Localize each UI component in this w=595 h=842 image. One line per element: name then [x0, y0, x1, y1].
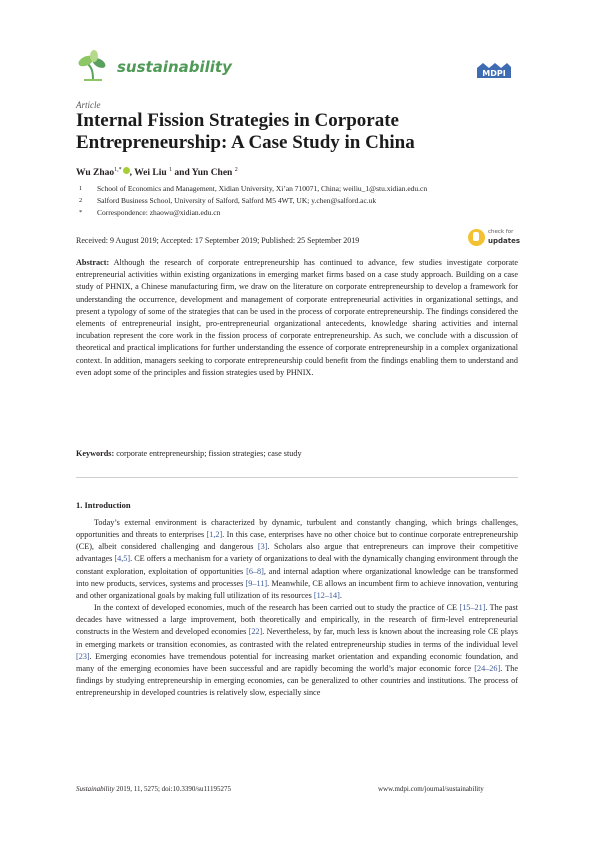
journal-name: sustainability	[117, 58, 232, 76]
footer-doi: 2019, 11, 5275; doi:10.3390/su11195275	[114, 785, 231, 793]
check-updates-icon	[468, 229, 485, 246]
keywords	[76, 448, 518, 460]
affiliation-item: 1 School of Economics and Management, Xidian University, Xi’an 710071, China; weiliu_1@stu.xidian.edu.cn	[79, 184, 428, 193]
author-affiliation-mark: 1	[169, 167, 173, 173]
author-name: Wei Liu	[134, 168, 167, 179]
citation-link[interactable]: [15–21]	[459, 603, 486, 613]
mdpi-logo	[473, 60, 515, 82]
citation-link[interactable]: [22]	[248, 627, 263, 637]
author-name: Wu Zhao	[76, 168, 115, 179]
author-affiliation-mark: 2	[234, 167, 238, 173]
sustainability-leaf-logo-icon	[76, 50, 110, 84]
section-divider	[76, 477, 518, 478]
footer-journal: Sustainability	[76, 785, 115, 793]
abstract-label: Abstract:	[76, 258, 110, 267]
section-heading: 1. Introduction	[76, 500, 131, 510]
affiliation-item: 2 Salford Business School, University of Salford, Salford M5 4WT, UK; y.chen@salford.ac.uk	[79, 196, 377, 205]
citation-link[interactable]: [12–14]	[313, 590, 340, 600]
keywords-label: Keywords:	[76, 449, 115, 458]
author-list	[76, 167, 238, 178]
citation-link[interactable]: [1,2]	[206, 530, 223, 540]
check-for-updates-badge[interactable]: check for updates	[468, 227, 528, 249]
citation-link[interactable]: [9–11]	[245, 578, 268, 588]
citation-link[interactable]: [23]	[76, 651, 90, 661]
author-separator: ,	[129, 168, 135, 179]
abstract-text: Although the research of corporate entrepreneurship has continued to advance, few studies investigate corporate entrepreneurial activities within existing organizations in emerging market firms based on a case study approach. Building on a case study of PHNIX, a Chinese manufacturing firm, we draw on the literature on corporate entrepreneurship to develop a framework for understanding the occurrence, development and management of corporate entrepreneurial activities in organizational settings, and present a typology of some of the strategies that can be used in the process of corporate entrepreneurship. The findings considered the elements of entrepreneurial insight, pro-entrepreneurial organizational antecedents, knowledge sharing activities and internal incubation represent the core work in the fission process of corporate entrepreneurship. As such, we conclude with a discussion of theoretical and practical implications for further understanding the essence of corporate entrepreneurship in a complex organizational context. In addition, managers seeking to corporate entrepreneurship could benefit from the findings enabling them to understand and even adopt some of the principles and fission strategies used by PHNIX.	[76, 258, 518, 377]
footer-citation	[76, 785, 231, 793]
author-separator: and	[172, 168, 192, 179]
keywords-text: corporate entrepreneurship; fission strategies; case study	[114, 449, 302, 458]
affiliation-item: * Correspondence: zhaowu@xidian.edu.cn	[79, 208, 221, 217]
paragraph: In the context of developed economies, much of the research has been carried out to study the practice of CE [15–21]. The past decades have witnessed a large improvement, both theoretically and empirically, in the research of firm-level entrepreneurial constructs in the Western and developed economies [22]. Nevertheless, by far, much less is known about the increasing role CE plays in emerging markets or transition economies, as contrasted with the related entrepreneurship studies in terms of the individual level [23]. Emerging economies have tremendous potential for increasing market orientation and expanding economic foundation, and many of the emerging economies have been successful and are rapidly becoming the world’s major economic force [24–26]. The findings by studying entrepreneurship in emerging economies, can be generalized to other countries and institutions. The process of entrepreneurship in developed countries is relatively slow, especially since	[76, 603, 518, 698]
orcid-icon[interactable]	[123, 167, 130, 174]
article-type: Article	[76, 100, 101, 110]
publication-dates: Received: 9 August 2019; Accepted: 17 September 2019; Published: 25 September 2019	[76, 236, 360, 245]
article-title: Internal Fission Strategies in Corporate Entrepreneurship: A Case Study in China	[76, 110, 415, 153]
mdpi-logo-text: MDPI	[482, 69, 506, 78]
author-affiliation-mark: 1,*	[114, 167, 122, 173]
citation-link[interactable]: [4,5]	[114, 554, 131, 564]
author-name: Yun Chen	[191, 168, 233, 179]
paragraph: Today’s external environment is characterized by dynamic, turbulent and constantly changing, which brings challenges, opportunities and threats to enterprises [1,2]. In this case, enterprises have no other choice but to continue corporate entrepreneurship (CE), albeit considered challenging and dangerous [3]. Scholars also argue that entrepreneurs can improve their competitive advantages [4,5]. CE offers a mechanism for a variety of organizations to deal with the dynamically changing environment through the constant exploration, exploitation of opportunities [6–8], and internal adaption where organizational knowledge can be transformed into new products, services, systems and processes [9–11]. Meanwhile, CE allows an incumbent firm to achieve innovation, venturing and other organizational goals by making full utilization of its resources [12–14].	[76, 518, 519, 600]
footer-journal-url[interactable]: www.mdpi.com/journal/sustainability	[378, 785, 484, 793]
abstract	[76, 257, 518, 379]
affiliations	[76, 183, 531, 219]
citation-link[interactable]: [3]	[257, 542, 268, 552]
citation-link[interactable]: [24–26]	[474, 663, 501, 673]
introduction-body	[76, 517, 518, 699]
citation-link[interactable]: [6–8]	[246, 566, 264, 576]
